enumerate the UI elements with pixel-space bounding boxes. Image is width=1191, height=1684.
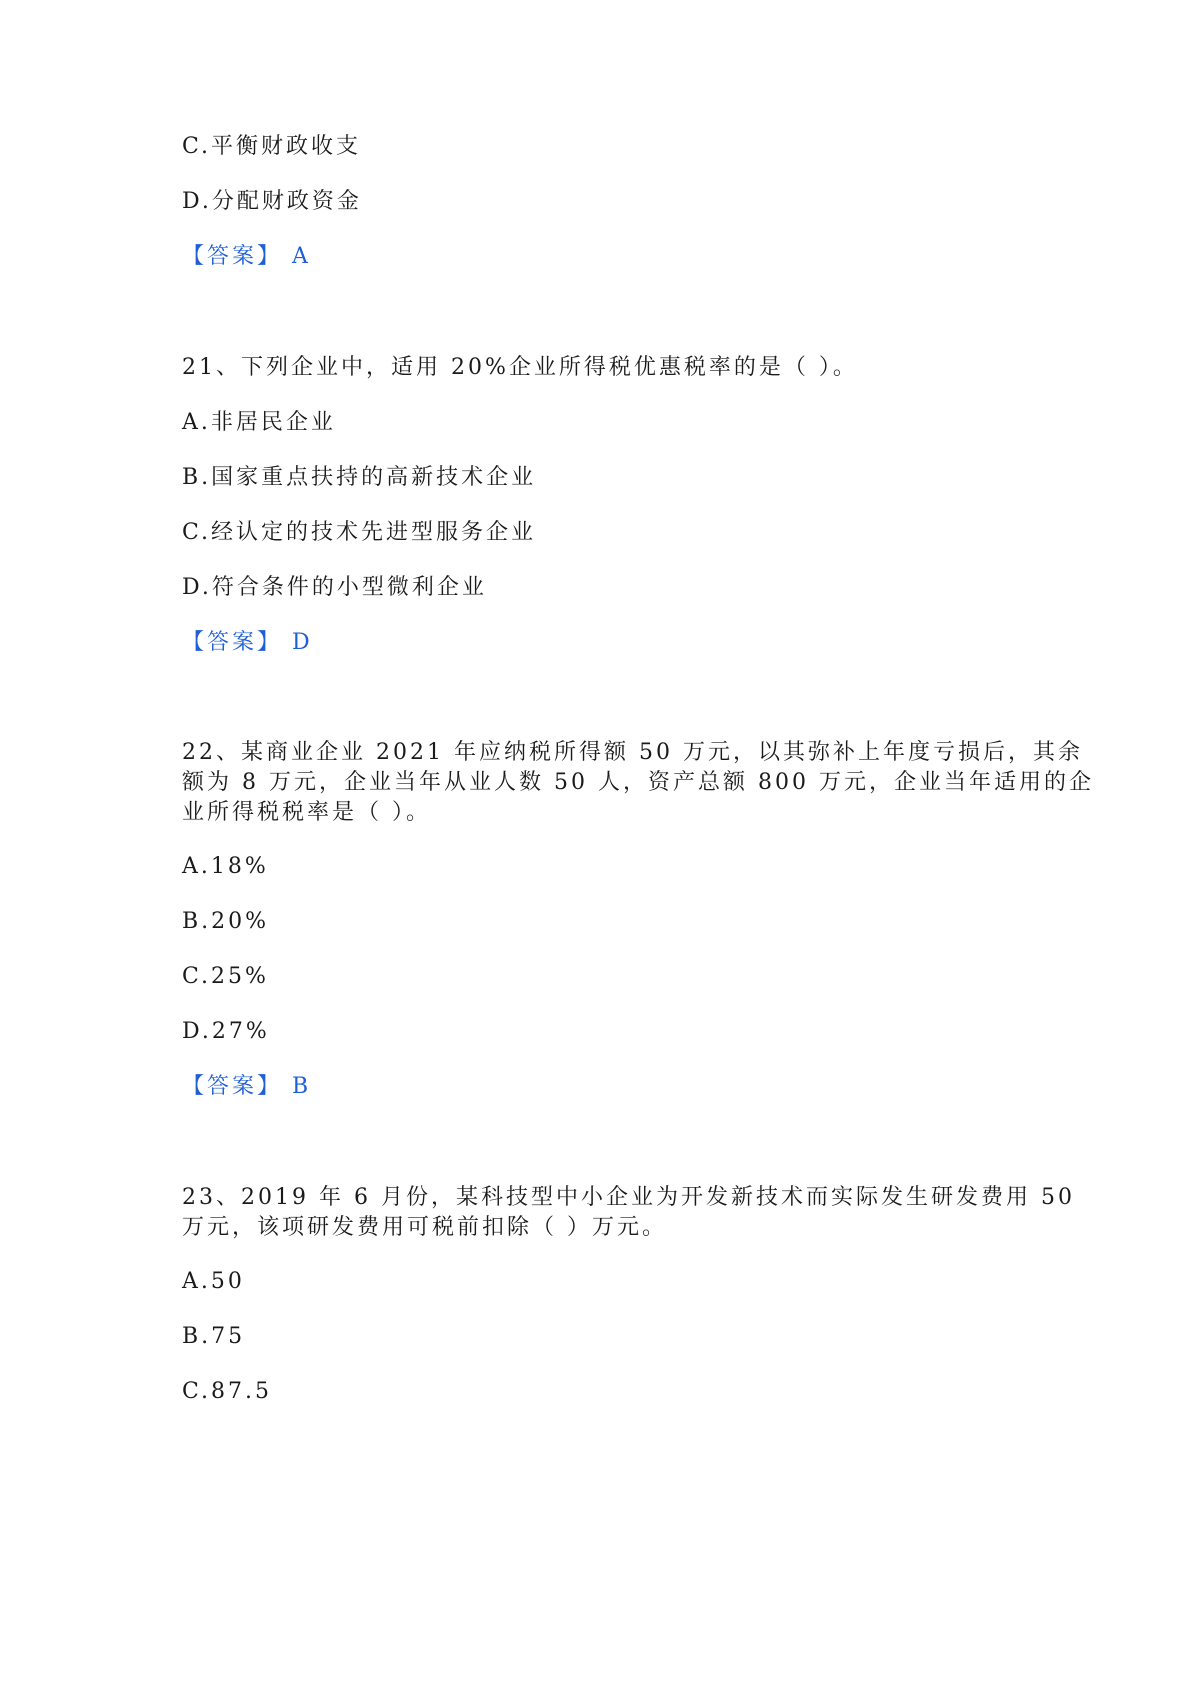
answer-tag: 【答案】 <box>182 244 283 269</box>
answer-value: D <box>292 630 313 655</box>
option-a: A.50 <box>182 1269 245 1294</box>
option-a: A.18% <box>182 854 269 879</box>
question-stem-line: 22、某商业企业 2021 年应纳税所得额 50 万元，以其弥补上年度亏损后，其余 <box>182 740 1083 765</box>
option-d: D.分配财政资金 <box>182 189 362 214</box>
option-c: C.87.5 <box>182 1379 273 1404</box>
option-c: C.25% <box>182 964 269 989</box>
option-a: A.非居民企业 <box>182 410 336 435</box>
answer-tag: 【答案】 <box>182 1074 283 1099</box>
question-stem-line: 业所得税税率是（ ）。 <box>182 800 431 825</box>
option-c: C.平衡财政收支 <box>182 134 362 159</box>
question-stem-line: 额为 8 万元，企业当年从业人数 50 人，资产总额 800 万元，企业当年适用的企 <box>182 770 1094 795</box>
answer-line <box>182 1071 311 1103</box>
option-c: C.经认定的技术先进型服务企业 <box>182 520 537 545</box>
option-b: B.国家重点扶持的高新技术企业 <box>182 465 537 490</box>
answer-value: B <box>292 1074 312 1099</box>
option-d: D.符合条件的小型微利企业 <box>182 575 487 600</box>
question-stem-line: 万元，该项研发费用可税前扣除（ ）万元。 <box>182 1215 667 1240</box>
option-d: D.27% <box>182 1019 270 1044</box>
answer-line <box>182 241 311 273</box>
question-stem: 21、下列企业中，适用 20%企业所得税优惠税率的是（ ）。 <box>182 355 858 380</box>
option-b: B.20% <box>182 909 270 934</box>
answer-tag: 【答案】 <box>182 630 283 655</box>
answer-line <box>182 627 313 659</box>
question-stem-line: 23、2019 年 6 月份，某科技型中小企业为开发新技术而实际发生研发费用 50 <box>182 1185 1075 1210</box>
answer-value: A <box>292 244 311 269</box>
option-b: B.75 <box>182 1324 246 1349</box>
